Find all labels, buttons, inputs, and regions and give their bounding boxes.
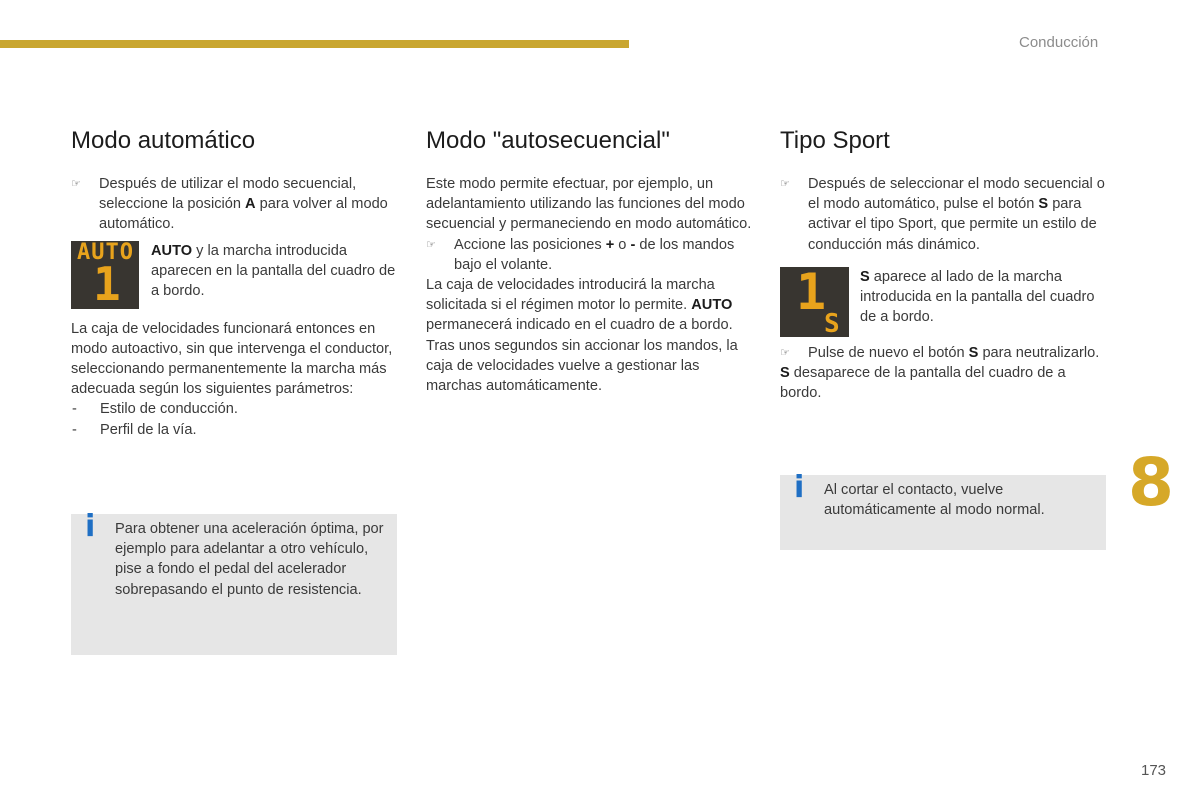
hand-pointer-icon: ☞	[426, 238, 436, 251]
display-row	[780, 262, 1110, 339]
info-icon: i	[794, 470, 805, 505]
header-accent-bar	[0, 40, 629, 48]
instruction-item: ☞ Accione las posiciones + o - de los mandos bajo el volante.	[426, 236, 735, 273]
paragraph: Tras unos segundos sin accionar los mandos, la caja de velocidades vuelve a gestionar las marchas automáticamente.	[426, 337, 738, 395]
section-heading: Tipo Sport	[780, 127, 890, 154]
display-row	[71, 241, 401, 309]
info-box: i Al cortar el contacto, vuelve automáticamente al modo normal.	[780, 475, 1106, 550]
paragraph: Este modo permite efectuar, por ejemplo, un adelantamiento utilizando las funciones del modo secuencial y permaneciendo en modo automático.	[426, 176, 752, 233]
sport-gear-display-image: 1 S	[780, 267, 849, 337]
section-heading: Modo automático	[71, 127, 256, 154]
paragraph: La caja de velocidades introducirá la marcha solicitada si el régimen motor lo permite. AUTO permanecerá indicado en el cuadro de a bordo.	[426, 277, 733, 334]
column-tipo-sport	[780, 126, 1110, 403]
info-icon: i	[85, 509, 96, 544]
list-item: - Perfil de la vía.	[72, 421, 197, 438]
display-caption: AUTO y la marcha introducida aparecen en la pantalla del cuadro de a bordo.	[151, 242, 396, 300]
hand-pointer-icon: ☞	[71, 178, 81, 190]
chapter-number: 8	[1128, 444, 1174, 521]
instruction-item: ☞ Después de utilizar el modo secuencial, seleccione la posición A para volver al modo automático.	[71, 176, 388, 233]
instruction-item: ☞ Pulse de nuevo el botón S para neutralizarlo.	[780, 343, 1110, 363]
hand-pointer-icon: ☞	[780, 178, 790, 190]
paragraph: La caja de velocidades funcionará entonces en modo autoactivo, sin que intervenga el conductor, seleccionando permanentemente la marcha más adecuada según los siguientes parámetros:	[71, 320, 393, 398]
display-caption: S aparece al lado de la marcha introducida en la pantalla del cuadro de a bordo.	[860, 268, 1095, 326]
page-number: 173	[1141, 762, 1167, 779]
section-heading: Modo "autosecuencial"	[426, 127, 670, 154]
list-item: - Estilo de conducción.	[72, 401, 238, 418]
column-modo-automatico	[71, 126, 401, 440]
hand-pointer-icon: ☞	[780, 346, 790, 359]
column-modo-autosecuencial	[426, 126, 756, 396]
paragraph: S desaparece de la pantalla del cuadro de a bordo.	[780, 365, 1066, 402]
auto-gear-display-image: AUTO 1	[71, 241, 139, 309]
info-box: i Para obtener una aceleración óptima, por ejemplo para adelantar a otro vehículo, pise a fondo el pedal del acelerador sobrepasando el punto de resistencia.	[71, 514, 397, 655]
instruction-item: ☞ Después de seleccionar el modo secuencial o el modo automático, pulse el botón S para activar el tipo Sport, que permite un estilo de conducción más dinámico.	[780, 176, 1105, 253]
section-title: Conducción	[1019, 34, 1099, 51]
